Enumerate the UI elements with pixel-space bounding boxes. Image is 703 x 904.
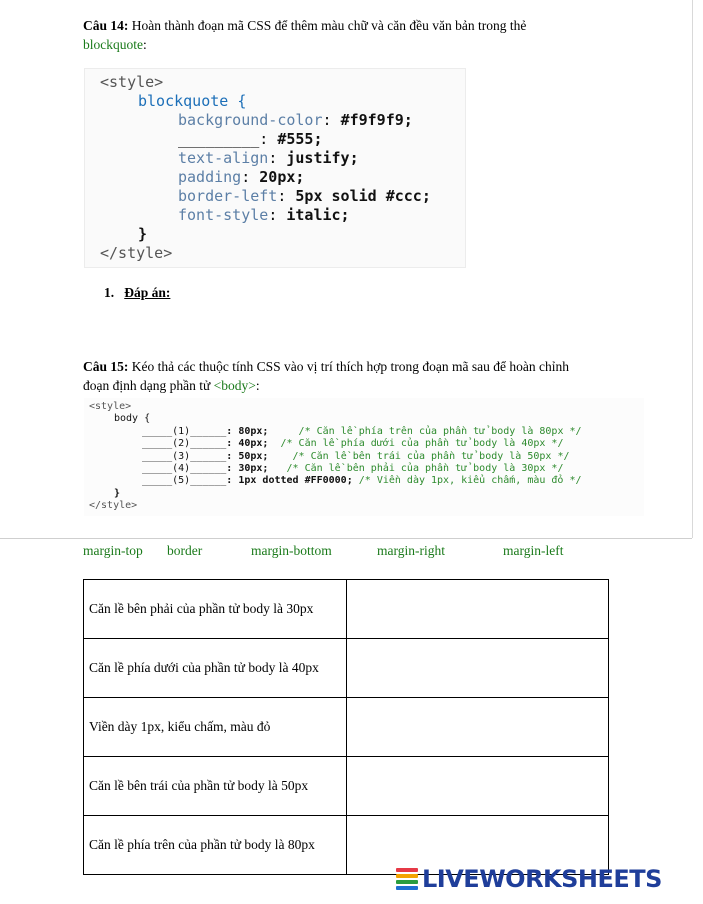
table-prompt: Căn lề phía dưới của phần tử body là 40px: [84, 639, 347, 698]
question-14-text: Hoàn thành đoạn mã CSS để thêm màu chữ và căn đều văn bản trong thẻ: [128, 18, 527, 33]
code2-value: : 40px;: [226, 438, 269, 449]
code-value: justify;: [286, 149, 359, 167]
code-prop: padding: [178, 168, 242, 186]
code2-open-tag: <style>: [89, 401, 132, 412]
code2-blank: _____(3)______: [142, 451, 227, 462]
table-prompt: Căn lề bên phải của phần tử body là 30px: [84, 580, 347, 639]
page-edge-rule: [692, 0, 693, 538]
choice-margin-bottom[interactable]: margin-bottom: [251, 543, 332, 558]
answer-number: 1.: [104, 285, 115, 300]
code2-line-3: [142, 451, 569, 463]
code2-line-1: [142, 426, 582, 438]
code-prop: background-color: [178, 111, 323, 129]
code-value: 20px;: [259, 168, 305, 186]
table-prompt: Viền dày 1px, kiểu chấm, màu đỏ: [84, 698, 347, 757]
code2-line-4: [142, 463, 563, 475]
drop-zone[interactable]: [346, 757, 608, 816]
code2-blank: _____(4)______: [142, 463, 227, 474]
code-line-font-style: font-style: italic;: [178, 206, 350, 224]
code2-value: : 1px dotted #FF0000;: [226, 475, 353, 486]
code-open-tag: <style>: [100, 73, 164, 91]
table-row: [84, 580, 609, 639]
code-line-text-align: text-align: justify;: [178, 149, 359, 167]
code2-line-2: [142, 438, 563, 450]
code2-comment: /* Căn lề phía trên của phần tử body là 80px */: [268, 426, 582, 437]
code-value: 5px solid #ccc;: [295, 187, 431, 205]
question-14-label: Câu 14:: [83, 18, 129, 33]
code2-value: : 80px;: [226, 426, 269, 437]
table-row: [84, 757, 609, 816]
code2-comment: /* Căn lề bên phải của phần tử body là 30px */: [268, 463, 564, 474]
drop-zone[interactable]: [346, 698, 608, 757]
logo-text: LIVEWORKSHEETS: [422, 865, 662, 893]
question-14: [83, 16, 526, 54]
question-14-colon: :: [143, 37, 147, 52]
question-15-tag: <body>: [213, 378, 256, 393]
table-prompt: Căn lề bên trái của phần tử body là 50px: [84, 757, 347, 816]
drop-zone[interactable]: [346, 580, 608, 639]
code-prop: text-align: [178, 149, 269, 167]
code-line-border-left: border-left: 5px solid #ccc;: [178, 187, 431, 205]
question-15-text-2: đoạn định dạng phần tử: [83, 378, 214, 393]
answer-table: [83, 579, 609, 875]
question-14-target: blockquote: [83, 37, 143, 52]
code2-comment: /* Viền dày 1px, kiểu chấm, màu đỏ */: [352, 475, 582, 486]
code-prop: font-style: [178, 206, 269, 224]
choice-margin-left[interactable]: margin-left: [503, 543, 564, 558]
code-line-background: background-color: #f9f9f9;: [178, 111, 413, 129]
code-blank: _________: [178, 130, 260, 148]
question-15-colon: :: [255, 378, 260, 393]
code-block-body: [84, 398, 644, 516]
question-15: [83, 357, 569, 395]
table-prompt: Căn lề phía trên của phần tử body là 80px: [84, 816, 347, 875]
code2-comment: /* Căn lề phía dưới của phần tử body là 40px */: [268, 438, 564, 449]
answer-label: Đáp án:: [124, 285, 171, 300]
code2-line-5: [142, 475, 582, 487]
code2-blank: _____(1)______: [142, 426, 227, 437]
code-line-padding: padding: 20px;: [178, 168, 305, 186]
code-line-blank: _________: #555;: [178, 130, 323, 148]
choice-margin-right[interactable]: margin-right: [377, 543, 445, 558]
logo-mark-icon: [396, 867, 418, 891]
code-value: #f9f9f9;: [340, 111, 413, 129]
code-value: italic;: [286, 206, 350, 224]
table-row: [84, 639, 609, 698]
code2-close-brace: }: [114, 488, 121, 499]
question-15-text: Kéo thả các thuộc tính CSS vào vị trí thích hợp trong đoạn mã sau để hoàn chỉnh: [128, 359, 569, 374]
table-row: [84, 698, 609, 757]
code2-selector: body {: [114, 413, 151, 424]
code-value: #555;: [277, 130, 323, 148]
question-15-label: Câu 15:: [83, 359, 129, 374]
code2-close-tag: </style>: [89, 500, 138, 511]
code-block-blockquote: [84, 68, 466, 268]
answer-heading: [104, 285, 170, 301]
section-divider: [0, 538, 692, 539]
code2-blank: _____(2)______: [142, 438, 227, 449]
code-close-brace: }: [138, 225, 148, 243]
drop-zone[interactable]: [346, 639, 608, 698]
liveworksheets-logo: [396, 866, 662, 892]
code-close-tag: </style>: [100, 244, 173, 262]
code2-blank: _____(5)______: [142, 475, 227, 486]
code-selector: blockquote {: [138, 92, 247, 110]
choice-margin-top[interactable]: margin-top: [83, 543, 143, 558]
code2-value: : 30px;: [226, 463, 269, 474]
code2-comment: /* Căn lề bên trái của phần tử body là 50px */: [268, 451, 570, 462]
choice-border[interactable]: border: [167, 543, 203, 558]
code-prop: border-left: [178, 187, 278, 205]
code2-value: : 50px;: [226, 451, 269, 462]
